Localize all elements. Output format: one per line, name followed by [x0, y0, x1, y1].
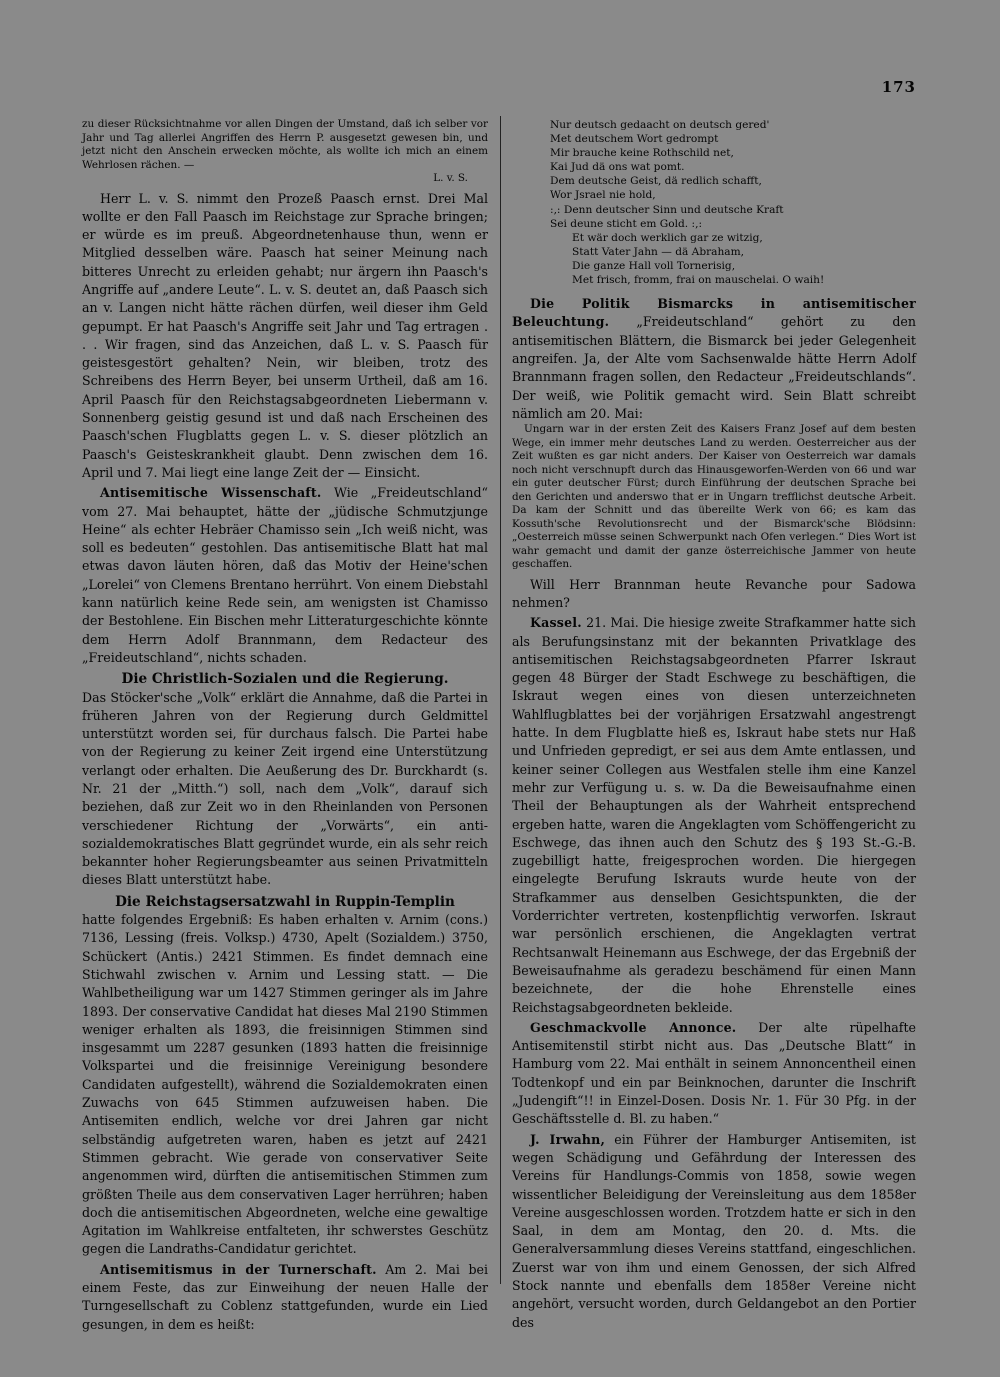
section-text: Der alte rüpelhafte Antisemitenstil stirbt nicht aus. Das „Deutsche Blatt“ in Hamburg vom 22. Mai enthält in seinem Annoncentheil einen Todtenkopf und ein par Beinknochen, darunter die Inschrift „Judengift“!! in Einzel-Dosen. Dosis Nr. 1. Für 30 Pfg. in der Geschäftsstelle d. Bl. zu haben.“	[512, 1019, 916, 1127]
section-heading: Die Christlich-Sozialen und die Regierung.	[121, 671, 449, 688]
column-divider	[500, 116, 501, 1284]
section-text: hatte folgendes Ergebniß: Es haben erhalten v. Arnim (cons.) 7136, Lessing (freis. Volksp.) 4730, Apelt (Sozialdem.) 3750, Schückert (Antis.) 2421 Stimmen. Es findet demnach eine Stichwahl zwischen v. Arnim und Lessing statt. — Die Wahlbetheiligung war um 1427 Stimmen geringer als im Jahre 1893. Der conservative Candidat hat dieses Mal 2190 Stimmen weniger erhalten als 1893, die freisinnigen Stimmen sind insgesammt um 2287 gesunken (1893 hatten die freisinnige Volkspartei und die freisinnige Vereinigung besondere Candidaten aufgestellt), während die Sozialdemokraten einen Zuwachs von 645 Stimmen aufzuweisen haben. Die Antisemiten endlich, welche vor drei Jahren gar nicht selbständig aufgetreten waren, haben es jetzt auf 2421 Stimmen gebracht. Wie gerade von conservativer Seite angenommen wird, dürften die antisemitischen Stimmen zum größten Theile aus dem conservativen Lager herrühren; haben doch die antisemitischen Abgeordneten, welche eine gewaltige Agitation im Wahlkreise entfalteten, ihr schwerstes Geschütz gegen die Landraths-Candidatur gerichtet.	[82, 912, 488, 1257]
section-gymnastics	[82, 1261, 488, 1334]
song-poem	[512, 118, 916, 287]
section-christian-socials	[82, 670, 488, 890]
poem-line: Wor Jsrael nie hold,	[550, 189, 656, 202]
section-heading: Antisemitismus in der Turnerschaft.	[100, 1261, 377, 1277]
poem-line: :,: Denn deutscher Sinn und deutsche Kraft	[550, 203, 784, 216]
section-text: Das Stöcker'sche „Volk“ erklärt die Annahme, daß die Partei in früheren Jahren von der Regierung durch Geldmittel unterstützt worden sei, für durchaus falsch. Die Partei habe von der Regierung zu keiner Zeit irgend eine Unterstützung verlangt oder erhalten. Die Aeußerung des Dr. Burckhardt (s. Nr. 21 der „Mitth.“) soll, nach dem „Volk“, darauf sich beziehen, daß zur Zeit wo in den Rheinlanden von Personen verschiedener Richtung der „Vorwärts“, ein anti-sozialdemokratisches Blatt gegründet wurde, ein als sehr reich bekannter hoher Regierungsbeamter aus seinen Privatmitteln dieses Blatt unterstützt habe.	[82, 689, 488, 888]
section-heading: J. Irwahn,	[530, 1131, 606, 1147]
intro-note-text: zu dieser Rücksichtnahme vor allen Dingen der Umstand, daß ich selber vor Jahr und Tag allerlei Angriffen des Herrn P. ausgesetzt gewesen bin, und jetzt nicht den Anschein erwecken möchte, als wollte ich mich an einem Wehrlosen rächen. —	[82, 118, 488, 171]
section-text: Am 2. Mai bei einem Feste, das zur Einweihung der neuen Halle der Turngesellschaft zu Coblenz stattgefunden, wurde ein Lied gesungen, in dem es heißt:	[82, 1261, 488, 1332]
section-text: Wie „Freideutschland“ vom 27. Mai behauptet, hätte der „jüdische Schmutzjunge Heine“ als echter Hebräer Chamisso sein „Ich weiß nicht, was soll es bedeuten“ gestohlen. Das antisemitische Blatt hat mal etwas davon läuten hören, daß das Motiv der Heine'schen „Lorelei“ von Clemens Brentano herrührt. Von einem Diebstahl kann natürlich keine Rede sein, am wenigsten ist Chamisso der Bestohlene. Ein Bischen mehr Litteraturgeschichte könnte dem Herrn Adolf Brannmann, dem Redacteur des „Freideutschland“, nichts schaden.	[82, 485, 488, 665]
poem-line: Sei deune sticht em Gold. :,:	[550, 217, 703, 230]
poem-line: Nur deutsch gedaacht on deutsch gered'	[550, 119, 770, 131]
section-heading: Kassel.	[530, 615, 582, 631]
section-irwahn	[512, 1131, 916, 1332]
poem-line: Mir brauche keine Rothschild net,	[550, 147, 734, 160]
section-kassel	[512, 614, 916, 1017]
poem-line: Kai Jud dä ons wat pomt.	[550, 161, 685, 174]
bismarck-closing: Will Herr Brannman heute Revanche pour Sadowa nehmen?	[512, 576, 916, 610]
section-text: ein Führer der Hamburger Antisemiten, ist wegen Schädigung und Gefährdung der Interessen des Vereins für Handlungs-Commis von 1858, sowie wegen wissentlicher Beleidigung der Vereinsleitung aus dem 1858er Vereine ausgeschlossen worden. Trotzdem hatte er sich in den Saal, in dem am Montag, den 20. d. Mts. die Generalversammlung dieses Vereins stattfand, eingeschlichen. Zuerst war von ihm und einem Genossen, der sich Alfred Stock nannte und ebenfalls dem 1858er Vereine nicht angehört, versucht worden, durch Geldangebot an den Portier des	[512, 1131, 916, 1330]
section-antisemitic-science	[82, 484, 488, 667]
bismarck-quote: Ungarn war in der ersten Zeit des Kaisers Franz Josef auf dem besten Wege, ein immer mehr deutsches Land zu werden. Oesterreicher aus der Zeit wußten es gar nicht anders. Der Kaiser von Oesterreich war damals noch nicht verschnupft durch das Hinausgeworfen-Werden von 66 und war ein guter deutscher Fürst; durch Einführung der deutschen Sprache bei den Gerichten und anderswo that er in Ungarn trefflichst deutsche Arbeit. Da kam der Schnitt und das übereilte Werk von 66; es kam das Kossuth'sche Revolutionsrecht und der Bismarck'sche Blödsinn: „Oesterreich müsse seinen Schwerpunkt nach Ofen verlegen.“ Dies Wort ist wahr gemacht und damit der ganze österreichische Jammer von heute geschaffen.	[512, 423, 916, 571]
right-column	[512, 118, 916, 1332]
section-heading: Die Reichstagsersatzwahl in Ruppin-Templin	[115, 893, 455, 910]
paasch-paragraph: Herr L. v. S. nimmt den Prozeß Paasch ernst. Drei Mal wollte er den Fall Paasch im Reichstage zur Sprache bringen; er würde es im preuß. Abgeordnetenhause thun, wenn er Mitglied desselben wäre. Paasch hat seiner Meinung nach bitteres Unrecht zu erleiden gehabt; nur ärgern ihn Paasch's Angriffe auf „andere Leute“. L. v. S. deutet an, daß Paasch sich an v. Langen nicht hätte rächen dürfen, weil dieser ihm Geld gepumpt. Er hat Paasch's Angriffe seit Jahr und Tag ertragen . . . Wir fragen, sind das Anzeichen, daß L. v. S. Paasch für geistesgestört gehalten? Nein, wir bleiben, trotz des Schreibens des Herrn Beyer, bei unserm Urtheil, daß am 16. April Paasch für den Reichstagsabgeordneten Liebermann v. Sonnenberg geistig gesund ist und daß nach Erscheinen des Paasch'schen Flugblatts gegen L. v. S. dieser plötzlich an Paasch's Geisteskrankheit glaubt. Denn zwischen dem 16. April und 7. Mai liegt eine lange Zeit der — Einsicht.	[82, 190, 488, 480]
section-heading: Die Politik Bismarcks in antisemitischer Beleuchtung.	[512, 296, 916, 330]
left-column	[82, 118, 488, 1334]
section-heading: Antisemitische Wissenschaft.	[100, 485, 322, 501]
intro-note	[82, 118, 488, 186]
section-heading: Geschmackvolle Annonce.	[530, 1019, 737, 1035]
section-annonce	[512, 1019, 916, 1129]
poem-line: Met frisch, fromm, frai on mauschelai. O waih!	[572, 274, 825, 287]
section-text: „Freideutschland“ gehört zu den antisemitischen Blättern, die Bismarck bei jeder Gelegenheit angreifen. Ja, der Alte vom Sachsenwalde hätte Herrn Adolf Brannmann fragen sollen, den Redacteur „Freideutschlands“. Der weiß, wie Politik gemacht wird. Sein Blatt schreibt nämlich am 20. Mai:	[512, 314, 916, 421]
poem-line: Met deutschem Wort gedrompt	[550, 133, 719, 146]
poem-line: Et wär doch werklich gar ze witzig,	[572, 231, 763, 244]
poem-line: Dem deutsche Geist, dä redlich schafft,	[550, 175, 762, 188]
intro-signature: L. v. S.	[433, 172, 468, 184]
section-reichstag-election	[82, 893, 488, 1259]
poem-line: Die ganze Hall voll Tornerisig,	[572, 259, 736, 272]
section-text: 21. Mai. Die hiesige zweite Strafkammer hatte sich als Berufungsinstanz mit der bekannten Privatklage des antisemitischen Reichstagsabgeordneten Pfarrer Iskraut gegen 48 Bürger der Stadt Eschwege zu beschäftigen, die Iskraut wegen eines von diesen unterzeichneten Wahlflugblattes bei der vorjährigen Ersatzwahl angestrengt hatte. In dem Flugblatte hieß es, Iskraut habe stets nur Haß und Unfrieden gepredigt, er sei aus dem Amte entlassen, und keiner seiner Collegen aus Westfalen stelle ihm eine Kanzel mehr zur Verfügung u. s. w. Da die Beweisaufnahme einen Theil der Behauptungen als der Wahrheit entsprechend ergeben hatte, waren die Angeklagten vom Schöffengericht zu Eschwege, das ihnen auch den Schutz des § 193 St.-G.-B. zugebilligt hatte, freigesprochen worden. Die hiergegen eingelegte Berufung Iskrauts wurde heute von der Strafkammer aus denselben Gesichtspunkten, die der Vorderrichter vertreten, kostenpflichtig verworfen. Iskraut war persönlich erschienen, die Angeklagten vertrat Rechtsanwalt Heinemann aus Eschwege, der das Ergebniß der Beweisaufnahme als geradezu beschämend für einen Mann bezeichnete, der die hohe Ehrenstelle eines Reichstagsabgeordneten bekleide.	[512, 615, 916, 1015]
page-number: 173	[881, 78, 916, 96]
section-bismarck	[512, 295, 916, 423]
poem-line: Statt Vater Jahn — dä Abraham,	[572, 245, 745, 258]
